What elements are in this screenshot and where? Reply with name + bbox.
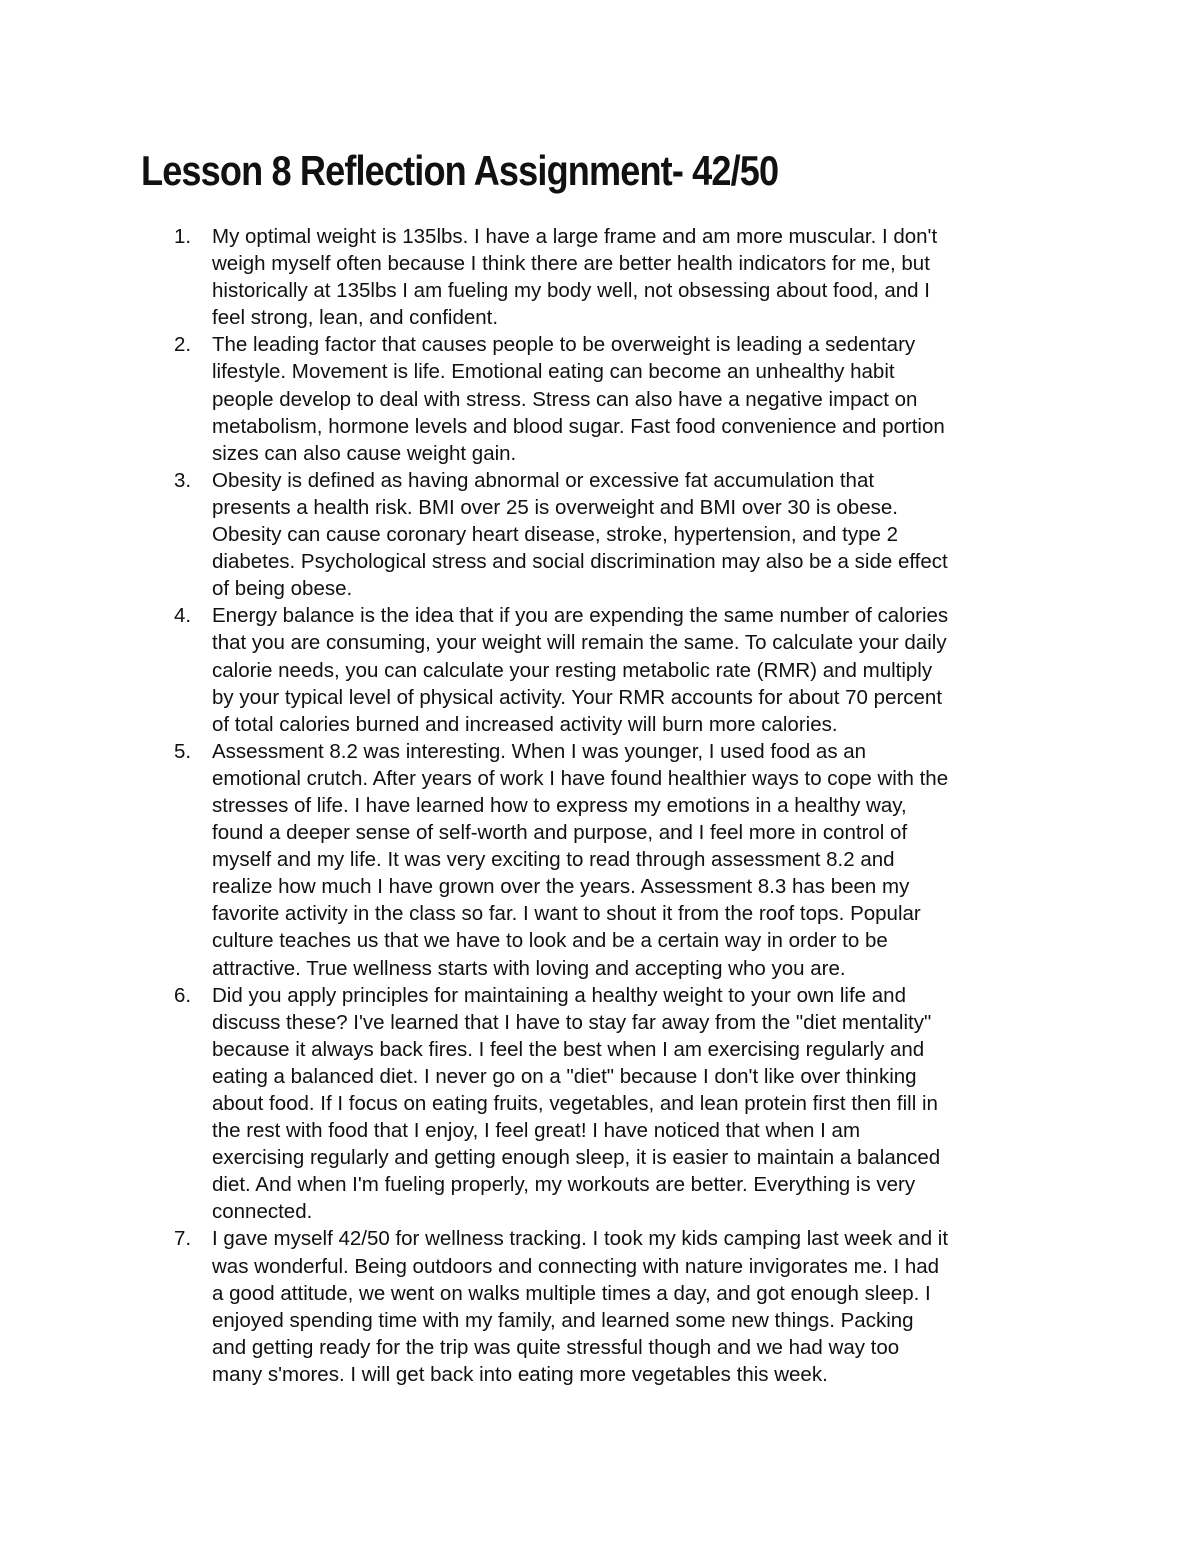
item-text-line: sizes can also cause weight gain.: [212, 441, 517, 465]
item-text-line: many s'mores. I will get back into eating more vegetables this week.: [212, 1362, 828, 1386]
item-number: 4.: [174, 604, 192, 628]
item-text-line: My optimal weight is 135lbs. I have a large frame and am more muscular. I don't: [212, 225, 938, 248]
list-item: [174, 1225, 1072, 1388]
item-text-line: weigh myself often because I think there are better health indicators for me, but: [212, 252, 930, 276]
item-text-line: Obesity is defined as having abnormal or excessive fat accumulation that: [212, 468, 875, 492]
item-text-line: exercising regularly and getting enough sleep, it is easier to maintain a balanced: [212, 1146, 941, 1170]
item-text-line: connected.: [212, 1200, 313, 1224]
item-text-line: presents a health risk. BMI over 25 is overweight and BMI over 30 is obese.: [212, 495, 898, 519]
item-text-line: that you are consuming, your weight will remain the same. To calculate your daily: [212, 631, 947, 655]
item-text-line: stresses of life. I have learned how to express my emotions in a healthy way,: [212, 793, 907, 817]
item-text-line: about food. If I focus on eating fruits, vegetables, and lean protein first then fill in: [212, 1092, 938, 1115]
item-text-line: the rest with food that I enjoy, I feel great! I have noticed that when I am: [212, 1119, 861, 1143]
item-text-line: Did you apply principles for maintaining a healthy weight to your own life and: [212, 983, 906, 1007]
list-item: [174, 467, 1072, 602]
item-text-line: realize how much I have grown over the years. Assessment 8.3 has been my: [212, 875, 910, 899]
item-text-line: because it always back fires. I feel the best when I am exercising regularly and: [212, 1037, 925, 1061]
item-number: 6.: [174, 983, 192, 1007]
item-text-line: The leading factor that causes people to be overweight is leading a sedentary: [212, 333, 916, 357]
item-text-line: and getting ready for the trip was quite stressful though and we had way too: [212, 1335, 900, 1359]
page-title: Lesson 8 Reflection Assignment- 42/50: [141, 147, 779, 194]
item-number: 5.: [174, 739, 192, 763]
item-text-line: feel strong, lean, and confident.: [212, 306, 499, 330]
list-item: [174, 738, 1072, 982]
item-text-line: historically at 135lbs I am fueling my body well, not obsessing about food, and I: [212, 279, 930, 303]
item-text-line: of total calories burned and increased activity will burn more calories.: [212, 712, 838, 736]
item-text-line: diabetes. Psychological stress and social discrimination may also be a side effect: [212, 550, 948, 574]
item-text-line: of being obese.: [212, 577, 353, 601]
item-number: 3.: [174, 468, 192, 492]
list-item: [174, 223, 1072, 331]
item-text-line: Assessment 8.2 was interesting. When I was younger, I used food as an: [212, 739, 867, 763]
item-number: 7.: [174, 1227, 192, 1251]
item-text-line: myself and my life. It was very exciting to read through assessment 8.2 and: [212, 848, 895, 872]
item-text-line: favorite activity in the class so far. I want to shout it from the roof tops. Popular: [212, 902, 921, 926]
list-item: [174, 331, 1072, 466]
item-text-line: calorie needs, you can calculate your resting metabolic rate (RMR) and multiply: [212, 658, 933, 682]
item-number: 2.: [174, 333, 192, 357]
item-text-line: Energy balance is the idea that if you are expending the same number of calories: [212, 604, 949, 628]
item-text-line: found a deeper sense of self-worth and purpose, and I feel more in control of: [212, 821, 908, 845]
item-text-line: was wonderful. Being outdoors and connecting with nature invigorates me. I had: [212, 1254, 940, 1278]
list-item: [174, 982, 1072, 1226]
item-text-line: attractive. True wellness starts with loving and accepting who you are.: [212, 956, 846, 980]
answer-list: [174, 223, 1072, 1388]
item-number: 1.: [174, 225, 192, 248]
list-item: [174, 602, 1072, 737]
item-text-line: I gave myself 42/50 for wellness tracking. I took my kids camping last week and it: [212, 1227, 949, 1251]
item-text-line: diet. And when I'm fueling properly, my workouts are better. Everything is very: [212, 1173, 916, 1197]
item-text-line: metabolism, hormone levels and blood sugar. Fast food convenience and portion: [212, 414, 945, 438]
item-text-line: a good attitude, we went on walks multiple times a day, and got enough sleep. I: [212, 1281, 931, 1305]
item-text-line: lifestyle. Movement is life. Emotional eating can become an unhealthy habit: [212, 360, 895, 384]
item-text-line: Obesity can cause coronary heart disease, stroke, hypertension, and type 2: [212, 523, 898, 547]
item-text-line: emotional crutch. After years of work I have found healthier ways to cope with the: [212, 766, 949, 790]
item-text-line: by your typical level of physical activity. Your RMR accounts for about 70 percent: [212, 685, 943, 709]
item-text-line: enjoyed spending time with my family, and learned some new things. Packing: [212, 1308, 914, 1332]
item-text-line: discuss these? I've learned that I have to stay far away from the "diet mentality": [212, 1010, 932, 1034]
item-text-line: eating a balanced diet. I never go on a "diet" because I don't like over thinking: [212, 1064, 917, 1088]
item-text-line: people develop to deal with stress. Stress can also have a negative impact on: [212, 387, 918, 411]
item-text-line: culture teaches us that we have to look and be a certain way in order to be: [212, 929, 888, 953]
